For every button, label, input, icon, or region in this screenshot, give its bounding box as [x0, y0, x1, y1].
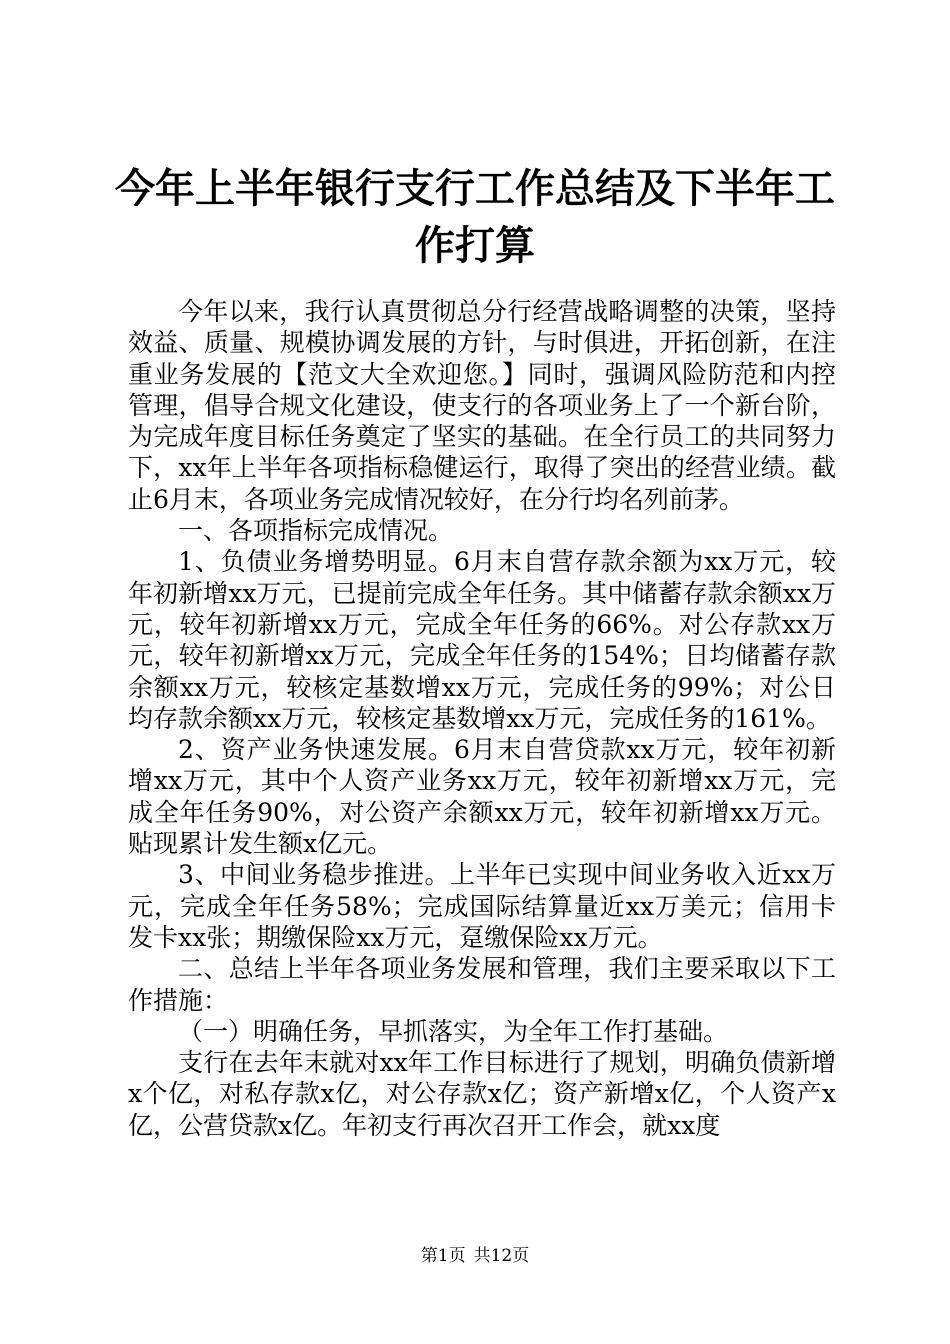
body-paragraph: 2、资产业务快速发展。6月末自营贷款xx万元，较年初新增xx万元，其中个人资产业务xx万元，较年初新增xx万元，完成全年任务90%，对公资产余额xx万元，较年初新增xx万元。贴现累计发生额x亿元。 [128, 735, 836, 859]
page-total: 共12页 [473, 1246, 530, 1266]
body-paragraph: 今年以来，我行认真贯彻总分行经营战略调整的决策，坚持效益、质量、规模协调发展的方针，与时俱进，开拓创新，在注重业务发展的【范文大全欢迎您。】同时，强调风险防范和内控管理，倡导合规文化建设，使支行的各项业务上了一个新台阶，为完成年度目标任务奠定了坚实的基础。在全行员工的共同努力下，xx年上半年各项指标稳健运行，取得了突出的经营业绩。截止6月末，各项业务完成情况较好，在分行均名列前茅。 [128, 297, 836, 514]
section-heading: 一、各项指标完成情况。 [178, 516, 454, 546]
page-footer [0, 1244, 950, 1268]
section-heading: 二、总结上半年各项业务发展和管理，我们主要采取以下工作措施： [128, 954, 836, 1015]
document-body [128, 296, 836, 1141]
page-number: 第1页 [420, 1246, 466, 1266]
body-paragraph: 支行在去年末就对xx年工作目标进行了规划，明确负债新增x个亿，对私存款x亿，对公存款x亿；资产新增x亿，个人资产x亿，公营贷款x亿。年初支行再次召开工作会，就xx度 [128, 1048, 836, 1140]
subsection-heading: （一）明确任务，早抓落实，为全年工作打基础。 [178, 1016, 729, 1046]
body-paragraph: 1、负债业务增势明显。6月末自营存款余额为xx万元，较年初新增xx万元，已提前完成全年任务。其中储蓄存款余额xx万元，较年初新增xx万元，完成全年任务的66%。对公存款xx万元，较年初新增xx万元，完成全年任务的154%；日均储蓄存款余额xx万元，较核定基数增xx万元，完成任务的99%；对公日均存款余额xx万元，较核定基数增xx万元，完成任务的161%。 [128, 547, 836, 733]
document-title: 今年上半年银行支行工作总结及下半年工作打算 [115, 165, 835, 269]
body-paragraph: 3、中间业务稳步推进。上半年已实现中间业务收入近xx万元，完成全年任务58%；完成国际结算量近xx万美元；信用卡发卡xx张；期缴保险xx万元，趸缴保险xx万元。 [128, 860, 836, 952]
